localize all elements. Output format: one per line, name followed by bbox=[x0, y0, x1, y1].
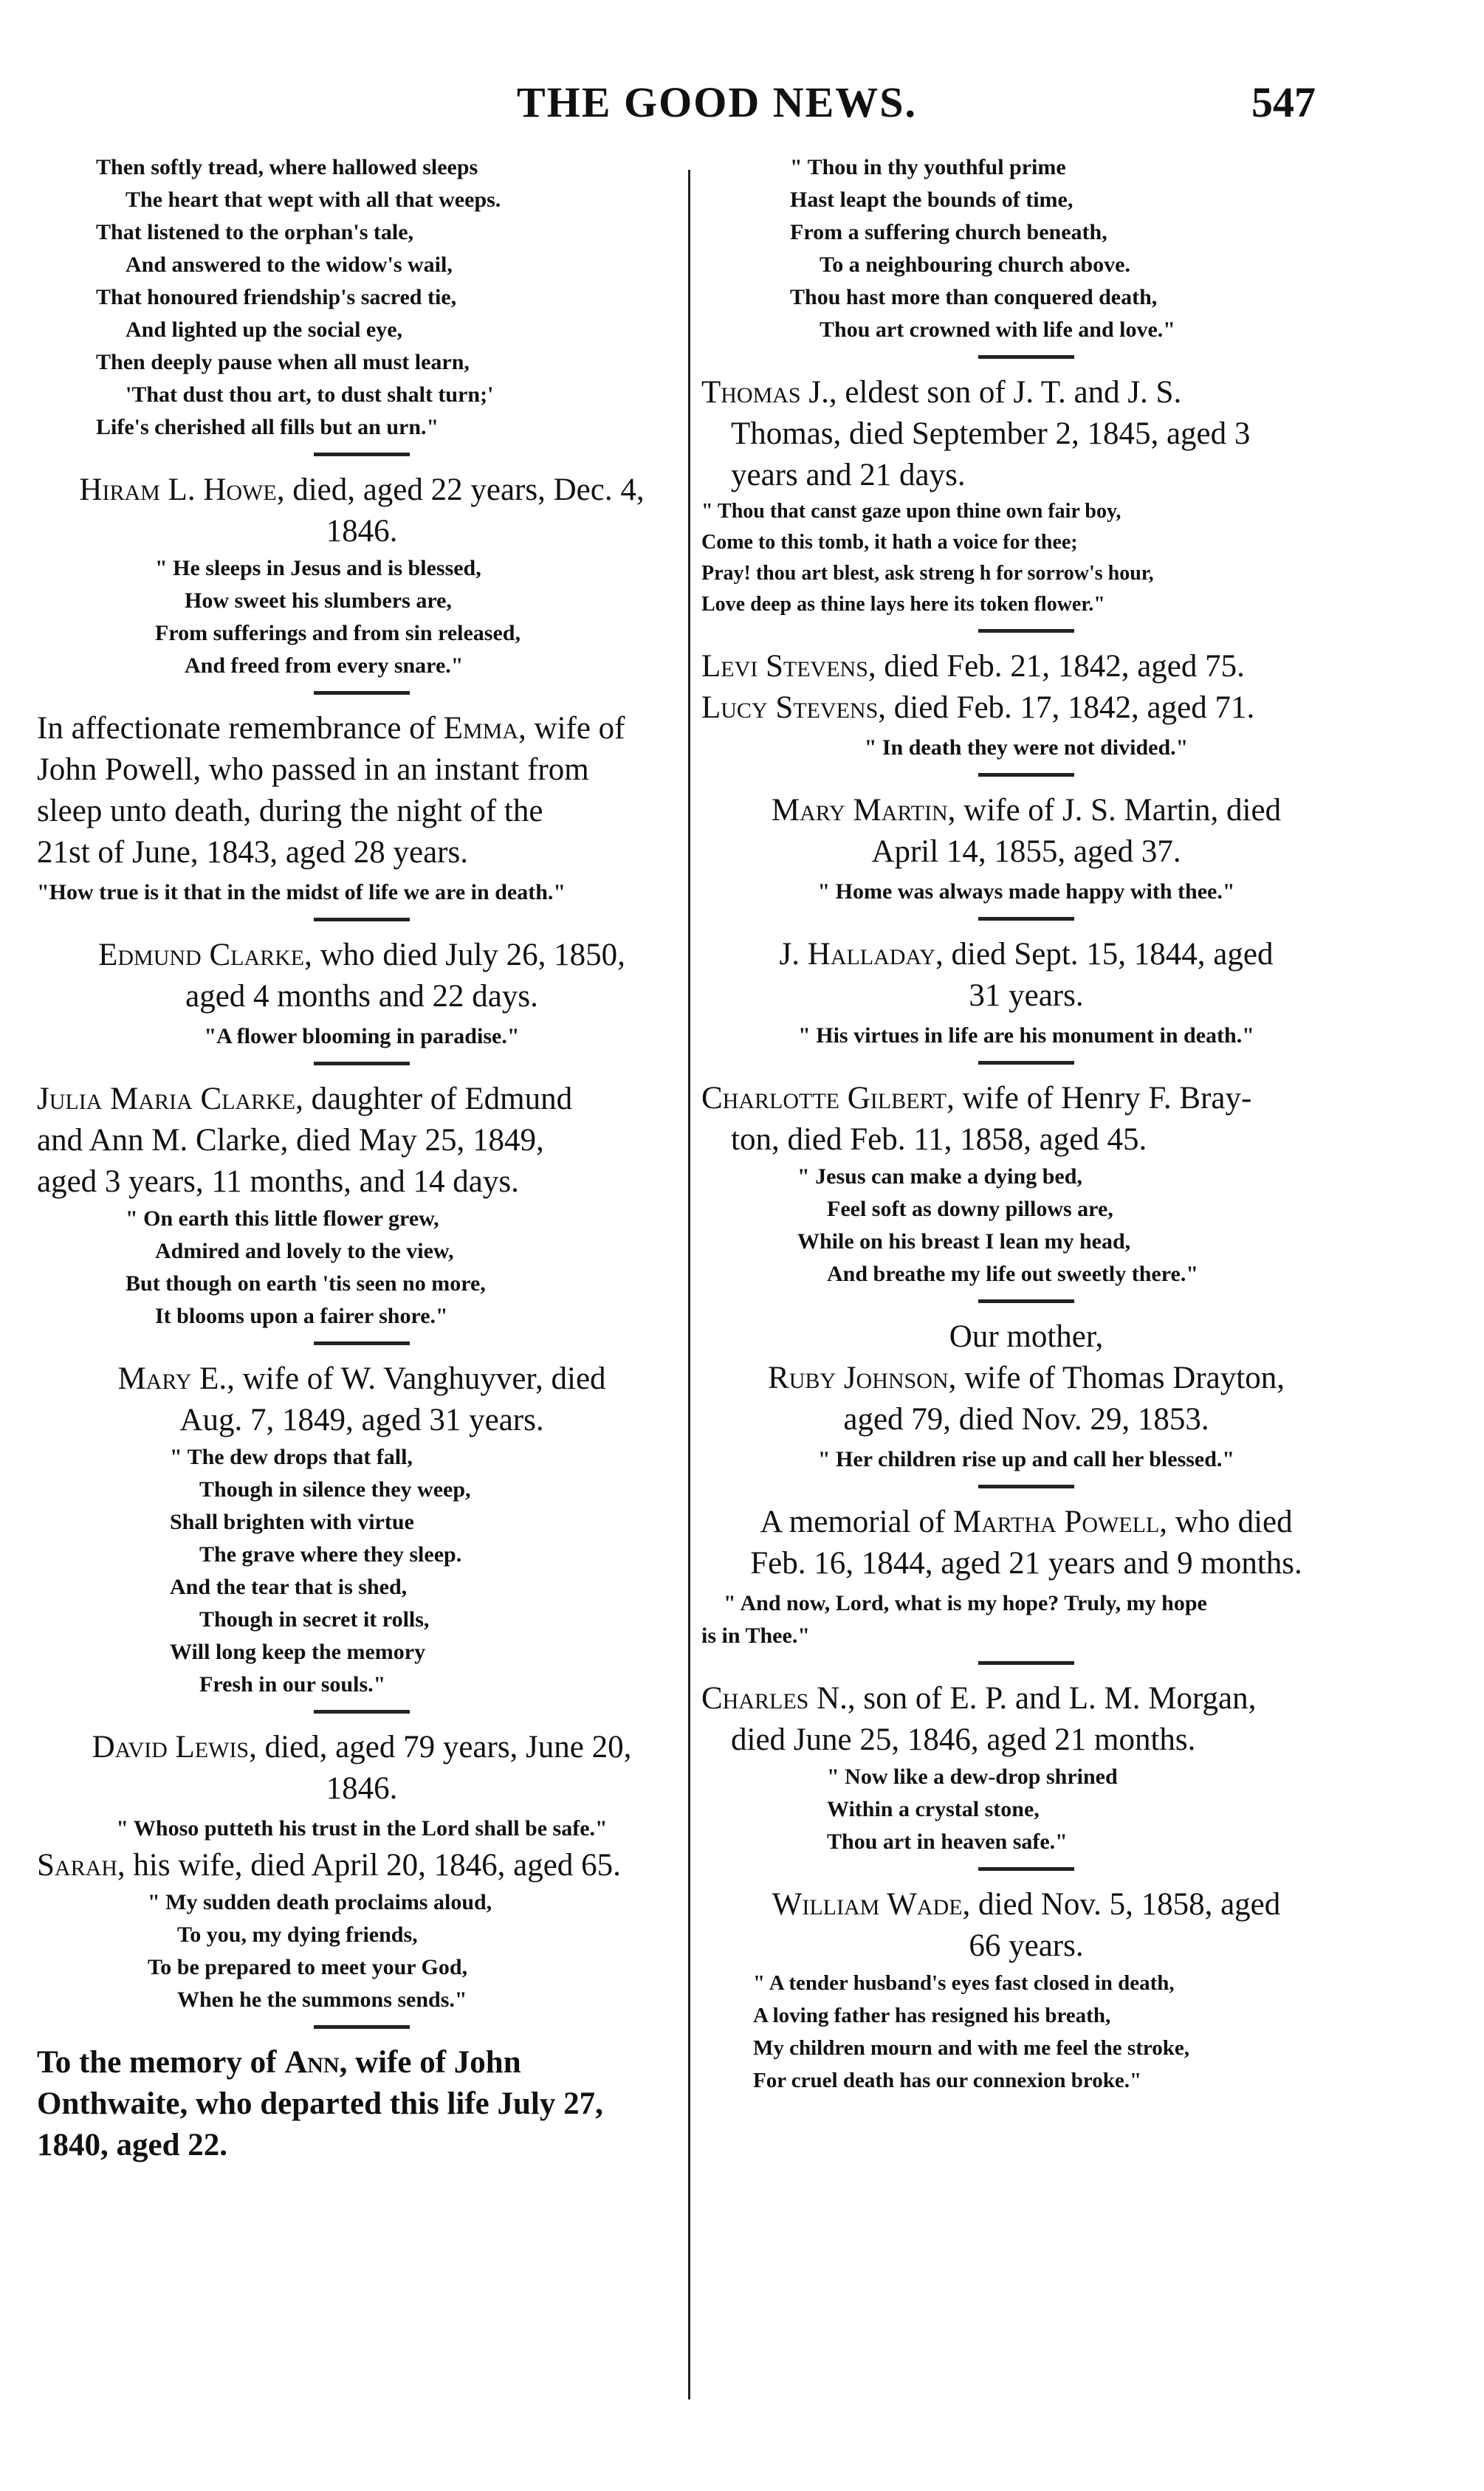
person-name: Julia Maria Clarke bbox=[37, 1082, 296, 1116]
entry-david-lewis bbox=[37, 1727, 687, 2016]
verse-line: To be prepared to meet your God, bbox=[148, 1955, 468, 1979]
entry-heading bbox=[701, 1358, 1351, 1399]
entry-thomas bbox=[701, 372, 1351, 620]
entry-text: aged 3 years, 11 months, and 14 days. bbox=[37, 1164, 519, 1199]
entry-edmund-clarke bbox=[37, 935, 687, 1053]
entry-heading bbox=[701, 646, 1351, 687]
entry-ruby-johnson bbox=[701, 1316, 1351, 1476]
entry-william-wade bbox=[701, 1884, 1351, 2097]
person-name: Mary Martin bbox=[771, 793, 948, 828]
entry-text: Onthwaite, who departed this life July 27, bbox=[37, 2086, 603, 2121]
separator-rule bbox=[314, 453, 410, 456]
entry-text: 66 years. bbox=[969, 1928, 1084, 1963]
epitaph-motto: " His virtues in life are his monument in death." bbox=[798, 1023, 1254, 1048]
person-name: Charlotte Gilbert bbox=[701, 1081, 947, 1116]
entry-text: April 14, 1855, aged 37. bbox=[871, 834, 1181, 869]
entry-text: Feb. 16, 1844, aged 21 years and 9 months. bbox=[750, 1546, 1302, 1581]
verse-line: Admired and lovely to the view, bbox=[155, 1239, 454, 1263]
entry-text: , who died July 26, 1850, bbox=[304, 938, 625, 972]
entry-heading bbox=[37, 1845, 687, 1886]
verse-line: Will long keep the memory bbox=[170, 1640, 426, 1664]
verse-line: Fresh in our souls." bbox=[199, 1672, 386, 1697]
verse-line: " He sleeps in Jesus and is blessed, bbox=[155, 556, 481, 580]
person-name: Lucy Stevens bbox=[701, 690, 879, 725]
entry-emma-powell bbox=[37, 708, 687, 909]
verse-line: To a neighbouring church above. bbox=[820, 252, 1130, 277]
verse-line: " The dew drops that fall, bbox=[170, 1445, 413, 1469]
entry-hiram-howe bbox=[37, 470, 687, 682]
entry-text: , wife of Henry F. Bray- bbox=[946, 1081, 1252, 1116]
verse-line: Though in secret it rolls, bbox=[199, 1607, 430, 1632]
verse-line: Thou art crowned with life and love." bbox=[820, 317, 1175, 342]
entry-text: Aug. 7, 1849, aged 31 years. bbox=[179, 1403, 544, 1437]
entry-text: aged 4 months and 22 days. bbox=[185, 979, 538, 1014]
entry-text: John Powell, who passed in an instant from bbox=[37, 752, 589, 787]
entry-heading bbox=[701, 1678, 1351, 1719]
verse-line: And freed from every snare." bbox=[185, 653, 464, 678]
entry-text: , daughter of Edmund bbox=[295, 1082, 573, 1116]
epitaph-verse bbox=[126, 1203, 687, 1333]
entry-charles-morgan bbox=[701, 1678, 1351, 1858]
verse-line: " On earth this little flower grew, bbox=[126, 1206, 439, 1231]
person-name: Edmund Clarke bbox=[98, 938, 305, 972]
epitaph-verse bbox=[753, 1967, 1351, 2097]
entry-heading bbox=[37, 935, 687, 976]
verse-line: Shall brighten with virtue bbox=[170, 1510, 414, 1534]
verse-line: For cruel death has our connexion broke." bbox=[753, 2069, 1142, 2092]
entry-text: years and 21 days. bbox=[731, 458, 966, 492]
verse-line: The heart that wept with all that weeps. bbox=[126, 188, 501, 212]
entry-text: 1840, aged 22. bbox=[37, 2128, 227, 2162]
verse-line: From sufferings and from sin released, bbox=[155, 621, 521, 645]
verse-line: Thou art in heaven safe." bbox=[827, 1829, 1068, 1854]
verse-line: While on his breast I lean my head, bbox=[797, 1229, 1131, 1254]
epitaph-verse bbox=[170, 1441, 687, 1701]
epitaph-motto: "A flower blooming in paradise." bbox=[204, 1024, 520, 1048]
verse-line: My children mourn and with me feel the stroke, bbox=[753, 2036, 1189, 2060]
verse-line: How sweet his slumbers are, bbox=[185, 588, 452, 613]
verse-line: Thou hast more than conquered death, bbox=[790, 285, 1158, 309]
verse-line: Pray! thou art blest, ask streng h for sorrow's hour, bbox=[701, 562, 1154, 585]
person-name: Thomas J. bbox=[701, 375, 829, 410]
verse-line: That honoured friendship's sacred tie, bbox=[96, 285, 457, 309]
epitaph-verse bbox=[148, 1886, 687, 2016]
person-name: William Wade bbox=[772, 1887, 963, 1922]
entry-text: , died, aged 22 years, Dec. 4, bbox=[276, 473, 645, 507]
entry-heading bbox=[701, 372, 1351, 413]
person-name: Charles N. bbox=[701, 1681, 848, 1716]
verse-line: Then deeply pause when all must learn, bbox=[96, 350, 470, 374]
verse-line: And breathe my life out sweetly there." bbox=[827, 1262, 1198, 1286]
verse-line: To you, my dying friends, bbox=[177, 1923, 418, 1947]
separator-rule bbox=[978, 1061, 1074, 1065]
separator-rule bbox=[314, 2025, 410, 2029]
person-name: Sarah bbox=[37, 1848, 117, 1883]
separator-rule bbox=[314, 1341, 410, 1345]
epitaph-motto: " Whoso putteth his trust in the Lord shall be safe." bbox=[116, 1816, 608, 1841]
epitaph-motto: " And now, Lord, what is my hope? Truly, my hope bbox=[724, 1591, 1207, 1615]
epitaph-verse bbox=[797, 1161, 1351, 1291]
entry-text: 31 years. bbox=[969, 978, 1084, 1013]
entry-halladay bbox=[701, 934, 1351, 1052]
entry-text: , died Nov. 5, 1858, aged bbox=[962, 1887, 1281, 1922]
entry-heading bbox=[701, 934, 1351, 975]
verse-line: A loving father has resigned his breath, bbox=[753, 2004, 1111, 2027]
person-name: Martha Powell bbox=[952, 1505, 1160, 1539]
entry-heading bbox=[37, 470, 687, 511]
entry-heading bbox=[701, 1502, 1351, 1543]
entry-ann-onthwaite bbox=[37, 2042, 687, 2166]
separator-rule bbox=[314, 918, 410, 921]
entry-text: , wife of John bbox=[339, 2045, 521, 2080]
verse-line: And answered to the widow's wail, bbox=[126, 252, 453, 277]
person-name: Mary E. bbox=[117, 1361, 227, 1396]
entry-text: To the memory of bbox=[37, 2045, 285, 2080]
entry-heading bbox=[701, 790, 1351, 831]
epitaph-verse bbox=[827, 1761, 1351, 1858]
page-header bbox=[0, 78, 1484, 137]
entry-text: aged 79, died Nov. 29, 1853. bbox=[843, 1402, 1209, 1437]
verse-line: Then softly tread, where hallowed sleeps bbox=[96, 155, 478, 179]
entry-text: Our mother, bbox=[949, 1319, 1104, 1354]
entry-heading bbox=[701, 687, 1351, 729]
right-column bbox=[701, 151, 1351, 2097]
entry-text: , wife of W. Vanghuyver, died bbox=[227, 1361, 606, 1396]
epitaph-motto: " Home was always made happy with thee." bbox=[817, 879, 1235, 904]
epitaph-motto: " In death they were not divided." bbox=[864, 735, 1189, 760]
entry-heading bbox=[701, 1884, 1351, 1925]
running-title: THE GOOD NEWS. bbox=[517, 78, 918, 126]
epitaph-motto: "How true is it that in the midst of life we are in death." bbox=[37, 880, 566, 904]
entry-text: , wife of J. S. Martin, died bbox=[947, 793, 1282, 828]
verse-line: " Thou that canst gaze upon thine own fair boy, bbox=[701, 500, 1121, 523]
entry-mary-martin bbox=[701, 790, 1351, 908]
separator-rule bbox=[978, 1299, 1074, 1303]
person-name: Emma bbox=[443, 711, 519, 746]
entry-text: Thomas, died September 2, 1845, aged 3 bbox=[731, 416, 1251, 451]
entry-heading bbox=[701, 1078, 1351, 1119]
person-name: David Lewis bbox=[92, 1730, 250, 1765]
verse-continued bbox=[790, 151, 1351, 346]
separator-rule bbox=[978, 773, 1074, 777]
entry-martha-powell bbox=[701, 1502, 1351, 1652]
entry-text: , wife of bbox=[518, 711, 625, 746]
separator-rule bbox=[978, 917, 1074, 921]
entry-heading bbox=[37, 1727, 687, 1768]
separator-rule bbox=[978, 1661, 1074, 1665]
verse-line: " Jesus can make a dying bed, bbox=[797, 1164, 1082, 1189]
entry-text: , died Feb. 17, 1842, aged 71. bbox=[878, 690, 1255, 725]
entry-text: , eldest son of J. T. and J. S. bbox=[828, 375, 1182, 410]
entry-text: and Ann M. Clarke, died May 25, 1849, bbox=[37, 1123, 544, 1158]
verse-line: When he the summons sends." bbox=[177, 1987, 467, 2012]
entry-charlotte-gilbert bbox=[701, 1078, 1351, 1291]
entry-julia-clarke bbox=[37, 1079, 687, 1333]
entry-text: 21st of June, 1843, aged 28 years. bbox=[37, 835, 468, 870]
entry-heading bbox=[37, 1079, 687, 1120]
verse-line: 'That dust thou art, to dust shalt turn;' bbox=[126, 382, 494, 407]
verse-line: Come to this tomb, it hath a voice for thee; bbox=[701, 531, 1078, 554]
verse-continued bbox=[96, 151, 687, 444]
separator-rule bbox=[314, 1710, 410, 1714]
epitaph-verse bbox=[701, 496, 1351, 620]
verse-line: Though in silence they weep, bbox=[199, 1477, 471, 1502]
separator-rule bbox=[978, 629, 1074, 633]
person-name: J. Halladay bbox=[779, 937, 936, 972]
entry-text: , son of E. P. and L. M. Morgan, bbox=[847, 1681, 1257, 1716]
left-column bbox=[37, 151, 687, 2166]
entry-text: sleep unto death, during the night of the bbox=[37, 794, 543, 828]
entry-text: ton, died Feb. 11, 1858, aged 45. bbox=[731, 1122, 1147, 1157]
verse-line: But though on earth 'tis seen no more, bbox=[126, 1271, 486, 1296]
verse-line: " My sudden death proclaims aloud, bbox=[148, 1890, 492, 1914]
verse-line: It blooms upon a fairer shore." bbox=[155, 1304, 448, 1328]
verse-line: " Now like a dew-drop shrined bbox=[827, 1765, 1118, 1789]
verse-line: " Thou in thy youthful prime bbox=[790, 155, 1066, 179]
person-name: Levi Stevens bbox=[701, 649, 868, 684]
person-name: Ann bbox=[284, 2045, 340, 2080]
verse-line: Within a crystal stone, bbox=[827, 1797, 1040, 1821]
entry-text: , who died bbox=[1159, 1505, 1293, 1539]
verse-line: That listened to the orphan's tale, bbox=[96, 220, 414, 244]
separator-rule bbox=[978, 1485, 1074, 1488]
entry-text: , wife of Thomas Drayton, bbox=[948, 1361, 1285, 1395]
separator-rule bbox=[314, 1062, 410, 1065]
separator-rule bbox=[978, 1867, 1074, 1871]
entry-paragraph bbox=[37, 2042, 687, 2083]
entry-text: 1846. bbox=[326, 514, 398, 549]
verse-line: From a suffering church beneath, bbox=[790, 220, 1107, 244]
column-divider bbox=[688, 170, 690, 2399]
entry-text: , died Feb. 21, 1842, aged 75. bbox=[868, 649, 1245, 684]
person-name: Ruby Johnson bbox=[768, 1361, 949, 1395]
epitaph-motto: " Her children rise up and call her blessed." bbox=[817, 1447, 1235, 1471]
entry-text: In affectionate remembrance of bbox=[37, 711, 444, 746]
entry-text: , his wife, died April 20, 1846, aged 65. bbox=[117, 1848, 621, 1883]
separator-rule bbox=[314, 691, 410, 695]
entry-text: A memorial of bbox=[760, 1505, 953, 1539]
entry-mary-vanghuyver bbox=[37, 1358, 687, 1701]
epitaph-verse bbox=[155, 552, 687, 682]
verse-line: Love deep as thine lays here its token flower." bbox=[701, 593, 1105, 616]
entry-text: , died, aged 79 years, June 20, bbox=[249, 1730, 632, 1765]
epitaph-motto: is in Thee." bbox=[701, 1624, 810, 1648]
entry-stevens bbox=[701, 646, 1351, 764]
entry-text: died June 25, 1846, aged 21 months. bbox=[731, 1722, 1196, 1757]
person-name: Hiram L. Howe bbox=[79, 473, 277, 507]
verse-line: " A tender husband's eyes fast closed in death, bbox=[753, 1971, 1175, 1995]
verse-line: The grave where they sleep. bbox=[199, 1542, 462, 1567]
entry-text: 1846. bbox=[326, 1771, 398, 1806]
verse-line: Feel soft as downy pillows are, bbox=[827, 1197, 1113, 1221]
entry-text: , died Sept. 15, 1844, aged bbox=[935, 937, 1274, 972]
verse-line: And lighted up the social eye, bbox=[126, 317, 403, 342]
verse-line: Hast leapt the bounds of time, bbox=[790, 188, 1074, 212]
page-number: 547 bbox=[1251, 78, 1316, 126]
verse-line: Life's cherished all fills but an urn." bbox=[96, 415, 439, 439]
separator-rule bbox=[978, 355, 1074, 359]
entry-paragraph bbox=[37, 708, 687, 749]
entry-heading bbox=[37, 1358, 687, 1400]
verse-line: And the tear that is shed, bbox=[170, 1575, 408, 1599]
